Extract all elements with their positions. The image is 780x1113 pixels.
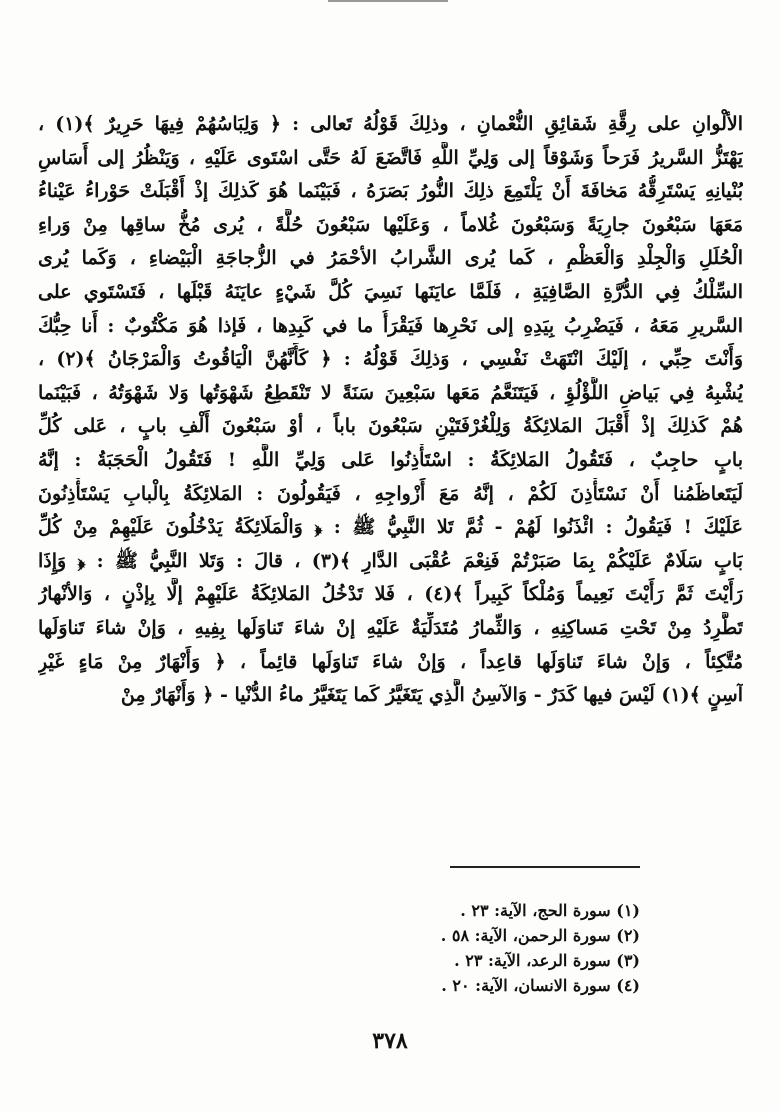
text-line: الألْوانِ على رِقَّةِ شَقائِقِ النُّعْمانِ ، وذلِكَ قَوْلُهُ تَعالى : ﴿ وَلِبَاسُهُمْ فِيهَا حَرِيرٌ ﴾(١) ، [38,113,743,135]
text-line: عَلَيْكَ ! فَيَقُولُ : ائْذَنُوا لَهُمْ - ثُمَّ تَلا النَّبِيُّ ﷺ : ﴿ وَالْمَلَائِكَةُ يَدْخُلُونَ عَلَيْهِمْ مِنْ كُلِّ [38,516,743,539]
footnote: (١) سورة الحج، الآية: ٢٣ . [460,901,640,920]
text-line: رَأَيْتَ ثَمَّ رَأَيْتَ نَعِيماً وَمُلْكاً كَبِيراً ﴾(٤) ، فَلا تَدْخُلُ المَلائِكَةُ عَلَيْهِمْ إلَّا بِإذْنٍ ، وَالأنْهارُ [38,583,743,606]
text-line: آسِنٍ ﴾(١) لَيْسَ فيها كَدَرٌ - وَالآسِنُ الَّذِي يَتَغَيَّرُ كَما يَتَغَيَّرُ ماءُ الدُّنْيا - ﴿ وَأَنْهَارٌ مِنْ [120,684,743,707]
text-line: وَأَنْتَ حِبِّي ، إلَيْكَ انْتَهَتْ نَفْسِي ، وَذلِكَ قَوْلُهُ : ﴿ كَأَنَّهُنَّ الْيَاقُوتُ وَالْمَرْجَانُ ﴾(٢) ، [38,348,743,371]
page-number: ٣٧٨ [372,1028,408,1054]
text-line: السَّريرِ مَعَهُ ، فَيَضْرِبُ بِيَدِهِ إلى نَحْرِها فَيَقْرَأُ ما في كَبِدِها ، فَإذا هُوَ مَكْتُوبٌ : أَنا حِبُّكَ [38,314,743,337]
text-line: الْحُلَلِ وَالْجِلْدِ وَالْعَظْمِ ، كَما يُرى الشَّرابُ الأحْمَرُ في الزُّجاجَةِ الْبَيْضاءِ ، وَكَما يُرى [38,247,743,270]
footnote: (٤) سورة الانسان، الآية: ٢٠ . [441,976,640,995]
text-line: تَطَّرِدُ مِنْ تَحْتِ مَساكِنِهِ ، وَالثِّمارُ مُتَدَلِّيَةٌ عَلَيْهِ إنْ شاءَ تَناوَلَها بِفِيهِ ، وَإنْ شاءَ تَناوَلَها [38,616,743,639]
text-line: هُمْ كَذلِكَ إذْ أَقْبَلَ المَلائِكَةُ وَلِلْغُرْفَتَيْنِ سَبْعُونَ باباً ، أوْ سَبْعُونَ أَلْفِ بابٍ ، عَلى كُلِّ [38,415,743,438]
text-line: مُتَّكِئاً ، وَإنْ شاءَ تَناوَلَها قاعِداً ، وَإنْ شاءَ تَناوَلَها قائِماً ، ﴿ وَأَنْهَارٌ مِنْ مَاءٍ غَيْرِ [38,650,743,673]
footnote-separator [450,866,640,868]
footnote: (٣) سورة الرعد، الآية: ٢٣ . [454,951,640,970]
text-line: يُشْبِهُ فِي بَياضِ اللُّؤْلُؤِ ، فَيَتَنَعَّمُ مَعَها سَبْعِينَ سَنَةً لا تَنْقَطِعُ شَهْوَتُها وَلا شَهْوَتُهُ ، فَبَيْنَما [38,381,743,404]
footnotes [340,898,640,998]
text-line: بابٍ حاجِبٌ ، فَتَقُولُ المَلائِكَةُ : اسْتَأْذِنُوا عَلى وَلِيِّ اللَّهِ ! فَتَقُولُ الْحَجَبَةُ : إنَّهُ [38,448,743,471]
footnote: (٢) سورة الرحمن، الآية: ٥٨ . [440,926,640,945]
text-line: بُنْيانِهِ يَسْتَرِقُّهُ مَخافَةَ أَنْ يَلْتَمِعَ ذلِكَ النُّورُ بَصَرَهُ ، فَبَيْنَما هُوَ كَذلِكَ إذْ أَقْبَلَتْ حَوْراءُ عَيْناءُ [38,180,743,203]
text-line: مَعَهَا سَبْعُونَ جارِيَةً وَسَبْعُونَ غُلاماً ، وَعَلَيْها سَبْعُونَ حُلَّةً ، يُرى مُخُّ ساقِها مِنْ وَراءِ [38,213,743,236]
top-rule [328,0,448,2]
text-line: بَابٍ سَلَامٌ عَلَيْكُمْ بِمَا صَبَرْتُمْ فَنِعْمَ عُقْبَى الدَّارِ ﴾(٣) ، قالَ : وَتَلا النَّبِيُّ ﷺ : ﴿ وَإِذَا [38,549,743,572]
text-line: يَهْتَزُّ السَّريرُ فَرَحاً وَشَوْقاً إلى وَلِيِّ اللَّهِ فَاتَّضَعَ لَهُ حَتَّى اسْتَوى عَلَيْهِ ، وَيَنْظُرُ إلى أَسَاسِ [38,146,743,169]
text-line: لَيَتَعاظَمُنا أَنْ نَسْتَأْذِنَ لَكُمْ ، إنَّهُ مَعَ أَزْواجِهِ ، فَيَقُولُونَ : المَلائِكَةُ بِالْبابِ يَسْتَأْذِنُونَ [38,482,743,505]
text-line: السِّلْكُ فِي الدُّرَّةِ الصَّافِيَةِ ، فَلَمَّا عايَنَها نَسِيَ كُلَّ شَيْءٍ عايَنَهُ قَبْلَها ، فَتَسْتَوي على [38,280,743,303]
body-text [38,108,743,713]
